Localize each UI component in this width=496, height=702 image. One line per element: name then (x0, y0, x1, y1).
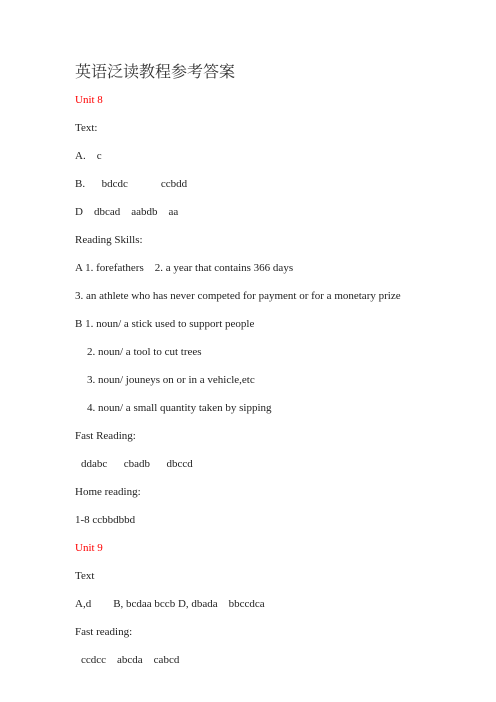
reading-skills-b2: 2. noun/ a tool to cut trees (87, 346, 202, 358)
section-a-answers: A. c (75, 150, 102, 162)
text-label: Text: (75, 122, 98, 134)
reading-skills-label: Reading Skills: (75, 234, 143, 246)
reading-skills-b1: B 1. noun/ a stick used to support people (75, 318, 255, 330)
home-reading-label: Home reading: (75, 486, 141, 498)
home-reading-answers: 1-8 ccbbdbbd (75, 514, 136, 526)
section-b-answers: B. bdcdc ccbdd (75, 178, 188, 190)
fast-reading-9-label: Fast reading: (75, 626, 133, 638)
section-d-answers: D dbcad aabdb aa (75, 206, 179, 218)
reading-skills-a1: A 1. forefathers 2. a year that contains 366 days (75, 262, 294, 274)
fast-reading-9-answers: ccdcc abcda cabcd (81, 654, 180, 666)
fast-reading-label: Fast Reading: (75, 430, 136, 442)
reading-skills-b3: 3. noun/ jouneys on or in a vehicle,etc (87, 374, 255, 386)
unit-8-heading: Unit 8 (75, 94, 103, 106)
text-9-label: Text (75, 570, 95, 582)
unit-9-heading: Unit 9 (75, 542, 103, 554)
reading-skills-b4: 4. noun/ a small quantity taken by sipping (87, 402, 272, 414)
fast-reading-answers: ddabc cbadb dbccd (81, 458, 193, 470)
document-title: 英语泛读教程参考答案 (75, 64, 236, 81)
text-9-answers: A,d B, bcdaa bccb D, dbada bbccdca (75, 598, 265, 610)
reading-skills-a3: 3. an athlete who has never competed for payment or for a monetary prize (75, 290, 401, 302)
